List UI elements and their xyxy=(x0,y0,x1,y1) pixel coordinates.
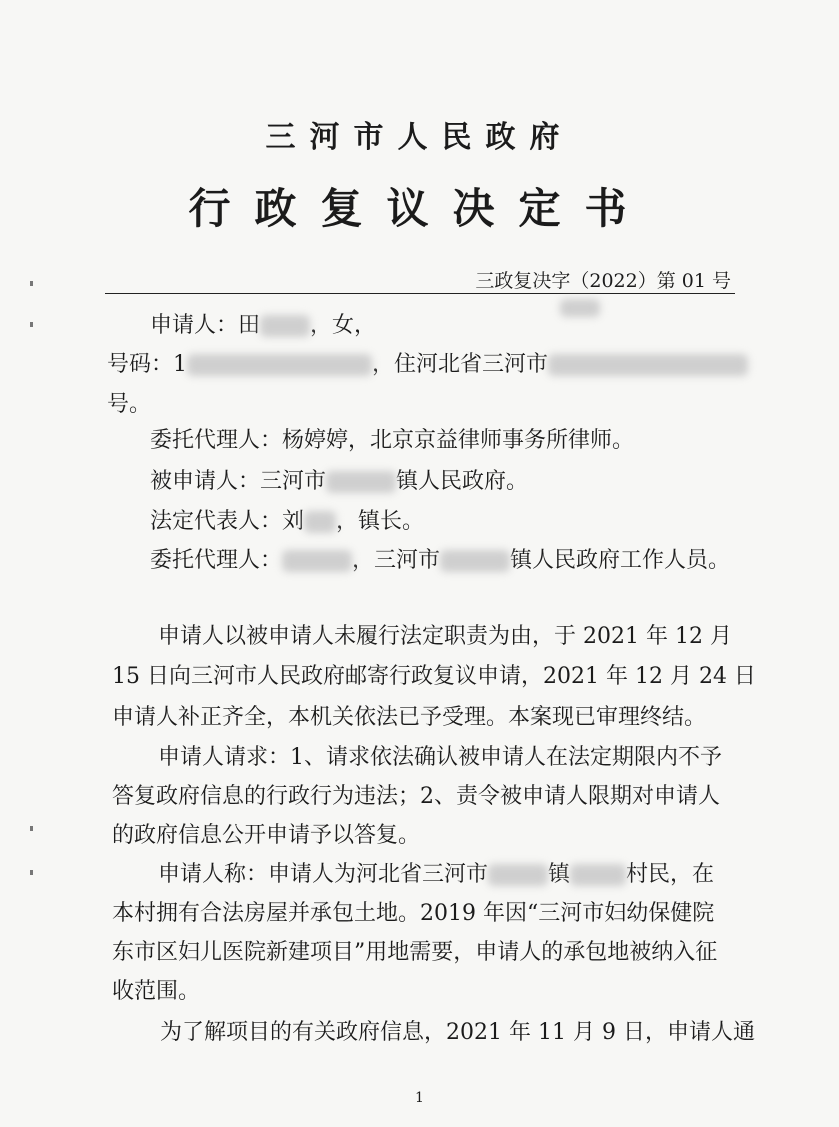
issuing-authority: 三河市人民政府 xyxy=(265,120,574,155)
redacted-town xyxy=(488,864,548,886)
redacted-town xyxy=(440,550,510,572)
resp-agent-label: 委托代理人： xyxy=(150,548,283,573)
redacted-rep-name xyxy=(304,511,336,533)
redacted-town xyxy=(326,471,396,493)
respondent-label: 被申请人：三河市 xyxy=(150,469,327,494)
paragraph-3-line-2: 本村拥有合法房屋并承包土地。2019 年因“三河市妇幼保健院 xyxy=(112,901,715,926)
paragraph-2-line-2: 答复政府信息的行政行为违法；2、责令被申请人限期对申请人 xyxy=(112,784,720,809)
margin-mark xyxy=(30,322,33,327)
paragraph-1-line-3: 申请人补正齐全，本机关依法已予受理。本案现已审理终结。 xyxy=(112,705,707,730)
paragraph-1-line-2: 15 日向三河市人民政府邮寄行政复议申请，2021 年 12 月 24 日 xyxy=(112,664,756,689)
resp-agent-city: ，三河市 xyxy=(352,548,441,573)
paragraph-1-line-1: 申请人以被申请人未履行法定职责为由，于 2021 年 12 月 xyxy=(158,624,732,649)
margin-mark xyxy=(30,281,33,286)
resp-agent-org: 镇人民政府工作人员。 xyxy=(510,548,731,573)
id-address-line xyxy=(107,350,748,380)
paragraph-4-line-1: 为了解项目的有关政府信息，2021 年 11 月 9 日，申请人通 xyxy=(160,1020,755,1045)
redacted-id xyxy=(187,354,372,376)
id-label: 号码：1 xyxy=(107,352,187,377)
respondent-agent-line xyxy=(150,546,730,576)
margin-mark xyxy=(30,826,33,831)
applicant-gender: ，女， xyxy=(310,313,377,338)
applicant-line xyxy=(150,311,376,341)
redacted-agent-name xyxy=(282,550,352,572)
applicant-agent: 委托代理人：杨婷婷，北京京益律师事务所律师。 xyxy=(150,428,635,453)
p3-text: 申请人称：申请人为河北省三河市 xyxy=(158,862,489,887)
document-number: 三政复决字（2022）第 01 号 xyxy=(475,270,731,292)
respondent-name: 镇人民政府。 xyxy=(396,469,529,494)
document-title: 行政复议决定书 xyxy=(188,184,651,233)
paragraph-3-line-3: 东市区妇儿医院新建项目”用地需要，申请人的承包地被纳入征 xyxy=(112,940,718,965)
page-number: 1 xyxy=(415,1090,424,1106)
margin-mark xyxy=(30,870,33,875)
paragraph-2-line-3: 的政府信息公开申请予以答复。 xyxy=(112,823,421,848)
legal-rep-title: ，镇长。 xyxy=(336,509,425,534)
redacted-info xyxy=(560,299,600,317)
header-divider xyxy=(105,293,735,294)
p3-town-word: 镇 xyxy=(548,862,571,887)
legal-rep-label: 法定代表人：刘 xyxy=(150,509,305,534)
respondent-line xyxy=(150,467,528,497)
redacted-name xyxy=(260,315,310,337)
paragraph-2-line-1: 申请人请求：1、请求依法确认被申请人在法定期限内不予 xyxy=(158,745,722,770)
paragraph-3-line-4: 收范围。 xyxy=(112,979,201,1004)
p3-villager: 村民，在 xyxy=(626,862,715,887)
paragraph-3-line-1 xyxy=(158,860,714,890)
applicant-label: 申请人：田 xyxy=(150,313,261,338)
redacted-address xyxy=(548,354,748,376)
redacted-village xyxy=(570,864,626,886)
address-end: 号。 xyxy=(107,392,152,417)
address-label: ，住河北省三河市 xyxy=(372,352,549,377)
legal-rep-line xyxy=(150,507,424,537)
